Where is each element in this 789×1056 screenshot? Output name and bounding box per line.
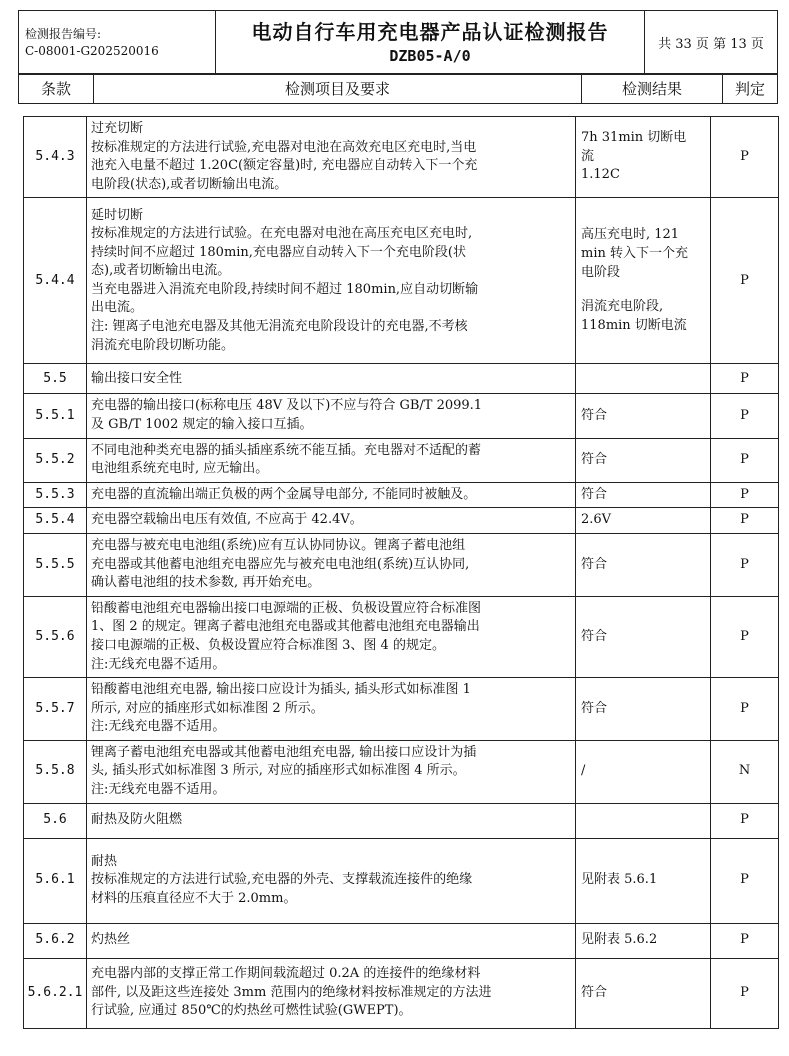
test-result [576,438,711,482]
verdict: P [711,438,779,482]
clause-number: 5.5.7 [24,678,87,741]
clause-number: 5.5.1 [24,394,87,438]
requirement-line: 涓流充电阶段切断功能。 [91,337,235,353]
result-line: 118min 切断电流 [581,317,687,333]
requirement-line: 充电器与被充电电池组(系统)应有互认协同协议。锂离子蓄电池组 [91,537,466,553]
table-row [24,803,779,838]
requirement-text [87,803,576,838]
requirement-line: 头, 插头形式如标准图 3 所示, 对应的插座形式如标准图 4 所示。 [91,763,466,779]
clause-number: 5.5 [24,364,87,394]
table-row [24,198,779,364]
clause-number: 5.4.4 [24,198,87,364]
result-line: 符合 [581,556,608,572]
requirement-text [87,508,576,534]
clause-number: 5.6.2 [24,923,87,958]
test-result [576,803,711,838]
requirement-line: 充电器的直流输出端正负极的两个金属导电部分, 不能同时被触及。 [91,486,477,502]
requirement-line: 过充切断 [91,121,144,136]
verdict: P [711,482,779,508]
clause-number: 5.5.8 [24,740,87,803]
test-result [576,198,711,364]
report-title-cell [216,11,645,75]
result-line: 见附表 5.6.2 [581,932,658,948]
verdict: P [711,198,779,364]
requirement-line: 池充入电量不超过 1.20C(额定容量)时, 充电器应自动转入下一个充 [91,158,478,174]
requirement-line: 注: 锂离子电池充电器及其他无涓流充电阶段设计的充电器,不考核 [91,319,468,335]
column-header [18,73,778,104]
requirement-text [87,364,576,394]
table-row [24,923,779,958]
requirement-line: 输出接口安全性 [91,370,183,386]
report-number-label: 检测报告编号: [25,26,102,41]
report-number-cell [19,11,216,75]
requirement-line: 按标准规定的方法进行试验,充电器对电池在高效充电区充电时,当电 [91,139,477,155]
result-line: 符合 [581,984,608,1000]
verdict: P [711,364,779,394]
test-result [576,838,711,923]
requirement-line: 注:无线充电器不适用。 [91,782,226,798]
column-verdict: 判定 [723,74,778,104]
verdict: P [711,394,779,438]
requirement-line: 注:无线充电器不适用。 [91,656,226,672]
clause-number: 5.5.5 [24,533,87,596]
test-result [576,508,711,534]
result-line: 高压充电时, 121 [581,227,680,243]
result-line: 符合 [581,628,608,644]
requirement-text [87,394,576,438]
requirement-text [87,198,576,364]
result-line: 符合 [581,700,608,716]
clause-number: 5.6 [24,803,87,838]
report-title: 电动自行车用充电器产品认证检测报告 [251,19,609,44]
table-row [24,482,779,508]
test-result [576,117,711,198]
test-result [576,678,711,741]
test-result [576,740,711,803]
verdict: P [711,838,779,923]
clause-number: 5.5.4 [24,508,87,534]
result-line: / [581,763,586,779]
verdict: P [711,678,779,741]
requirement-text [87,482,576,508]
requirement-text [87,740,576,803]
verdict: P [711,117,779,198]
verdict: N [711,740,779,803]
result-line: 2.6V [581,512,612,528]
table-row [24,394,779,438]
requirement-line: 按标准规定的方法进行试验,充电器的外壳、支撑载流连接件的绝缘 [91,872,473,888]
requirement-line: 充电器的输出接口(标称电压 48V 及以下)不应与符合 GB/T 2099.1 [91,398,483,414]
result-line: 7h 31min 切断电 [581,130,687,146]
test-result [576,482,711,508]
requirement-line: 接口电源端的正极、负极设置应符合标准图 3、图 4 的规定。 [91,637,445,653]
table-row [24,740,779,803]
clause-number: 5.5.2 [24,438,87,482]
report-header [18,10,778,75]
column-item: 检测项目及要求 [94,74,582,104]
test-result [576,958,711,1028]
requirement-text [87,958,576,1028]
result-line: 涓流充电阶段, [581,299,664,315]
requirement-line: 不同电池种类充电器的插头插座系统不能互插。充电器对不适配的蓄 [91,442,482,458]
table-row [24,117,779,198]
result-line: 符合 [581,407,608,423]
report-number: C-08001-G202520016 [25,43,159,58]
result-line: 符合 [581,486,608,502]
result-line: 1.12C [581,167,620,183]
verdict: P [711,508,779,534]
verdict: P [711,533,779,596]
inspection-table [23,116,779,1029]
requirement-line: 锂离子蓄电池组充电器或其他蓄电池组充电器, 输出接口应设计为插 [91,744,477,760]
page-info: 共 33 页 第 13 页 [645,11,778,75]
requirement-line: 充电器空载输出电压有效值, 不应高于 42.4V。 [91,512,363,528]
clause-number: 5.5.3 [24,482,87,508]
table-row [24,508,779,534]
verdict: P [711,923,779,958]
test-result [576,923,711,958]
table-row [24,838,779,923]
test-result [576,596,711,677]
requirement-line: 注:无线充电器不适用。 [91,719,226,735]
requirement-text [87,533,576,596]
test-result [576,533,711,596]
requirement-line: 电池组系统充电时, 应无输出。 [91,461,269,477]
requirement-line: 当充电器进入涓流充电阶段,持续时间不超过 180min,应自动切断输 [91,281,479,297]
requirement-line: 所示, 对应的插座形式如标准图 2 所示。 [91,700,324,716]
requirement-line: 充电器内部的支撑正常工作期间载流超过 0.2A 的连接件的绝缘材料 [91,966,481,982]
column-result: 检测结果 [582,74,723,104]
verdict: P [711,803,779,838]
requirement-line: 电阶段(状态),或者切断输出电流。 [91,176,288,192]
result-spacer [581,282,706,298]
clause-number: 5.6.2.1 [24,958,87,1028]
requirement-line: 铅酸蓄电池组充电器, 输出接口应设计为插头, 插头形式如标准图 1 [91,682,471,698]
requirement-text [87,923,576,958]
requirement-line: 材料的压痕直径应不大于 2.0mm。 [91,890,297,906]
test-result [576,394,711,438]
clause-number: 5.5.6 [24,596,87,677]
requirement-line: 出电流。 [91,300,144,316]
clause-number: 5.6.1 [24,838,87,923]
requirement-line: 充电器或其他蓄电池组充电器应先与被充电电池组(系统)互认协同, [91,556,470,572]
requirement-line: 耐热 [91,853,118,869]
requirement-line: 灼热丝 [91,932,131,948]
table-row [24,438,779,482]
requirement-line: 态),或者切断输出电流。 [91,263,231,279]
requirement-text [87,838,576,923]
table-row [24,533,779,596]
requirement-line: 及 GB/T 1002 规定的输入接口互插。 [91,416,313,432]
requirement-line: 延时切断 [91,207,144,223]
document-code: DZB05-A/0 [389,46,471,65]
requirement-line: 行试验, 应通过 850℃的灼热丝可燃性试验(GWEPT)。 [91,1003,412,1019]
column-clause: 条款 [19,74,94,104]
result-line: 电阶段 [581,264,621,280]
requirement-text [87,596,576,677]
requirement-text [87,438,576,482]
result-line: 流 [581,148,595,164]
requirement-line: 耐热及防火阻燃 [91,812,183,828]
requirement-text [87,678,576,741]
result-line: min 转入下一个充 [581,245,688,261]
verdict: P [711,958,779,1028]
requirement-line: 持续时间不应超过 180min,充电器应自动转入下一个充电阶段(状 [91,244,467,260]
table-row [24,364,779,394]
requirement-line: 1、图 2 的规定。锂离子蓄电池组充电器或其他蓄电池组充电器输出 [91,619,480,635]
verdict: P [711,596,779,677]
result-line: 符合 [581,451,608,467]
table-row [24,596,779,677]
requirement-line: 按标准规定的方法进行试验。在充电器对电池在高压充电区充电时, [91,226,473,242]
result-line: 见附表 5.6.1 [581,872,658,888]
clause-number: 5.4.3 [24,117,87,198]
test-result [576,364,711,394]
requirement-text [87,117,576,198]
requirement-line: 部件, 以及距这些连接处 3mm 范围内的绝缘材料按标准规定的方法进 [91,984,492,1000]
table-row [24,678,779,741]
requirement-line: 铅酸蓄电池组充电器输出接口电源端的正极、负极设置应符合标准图 [91,600,482,616]
requirement-line: 确认蓄电池组的技术参数, 再开始充电。 [91,575,321,591]
table-row [24,958,779,1028]
